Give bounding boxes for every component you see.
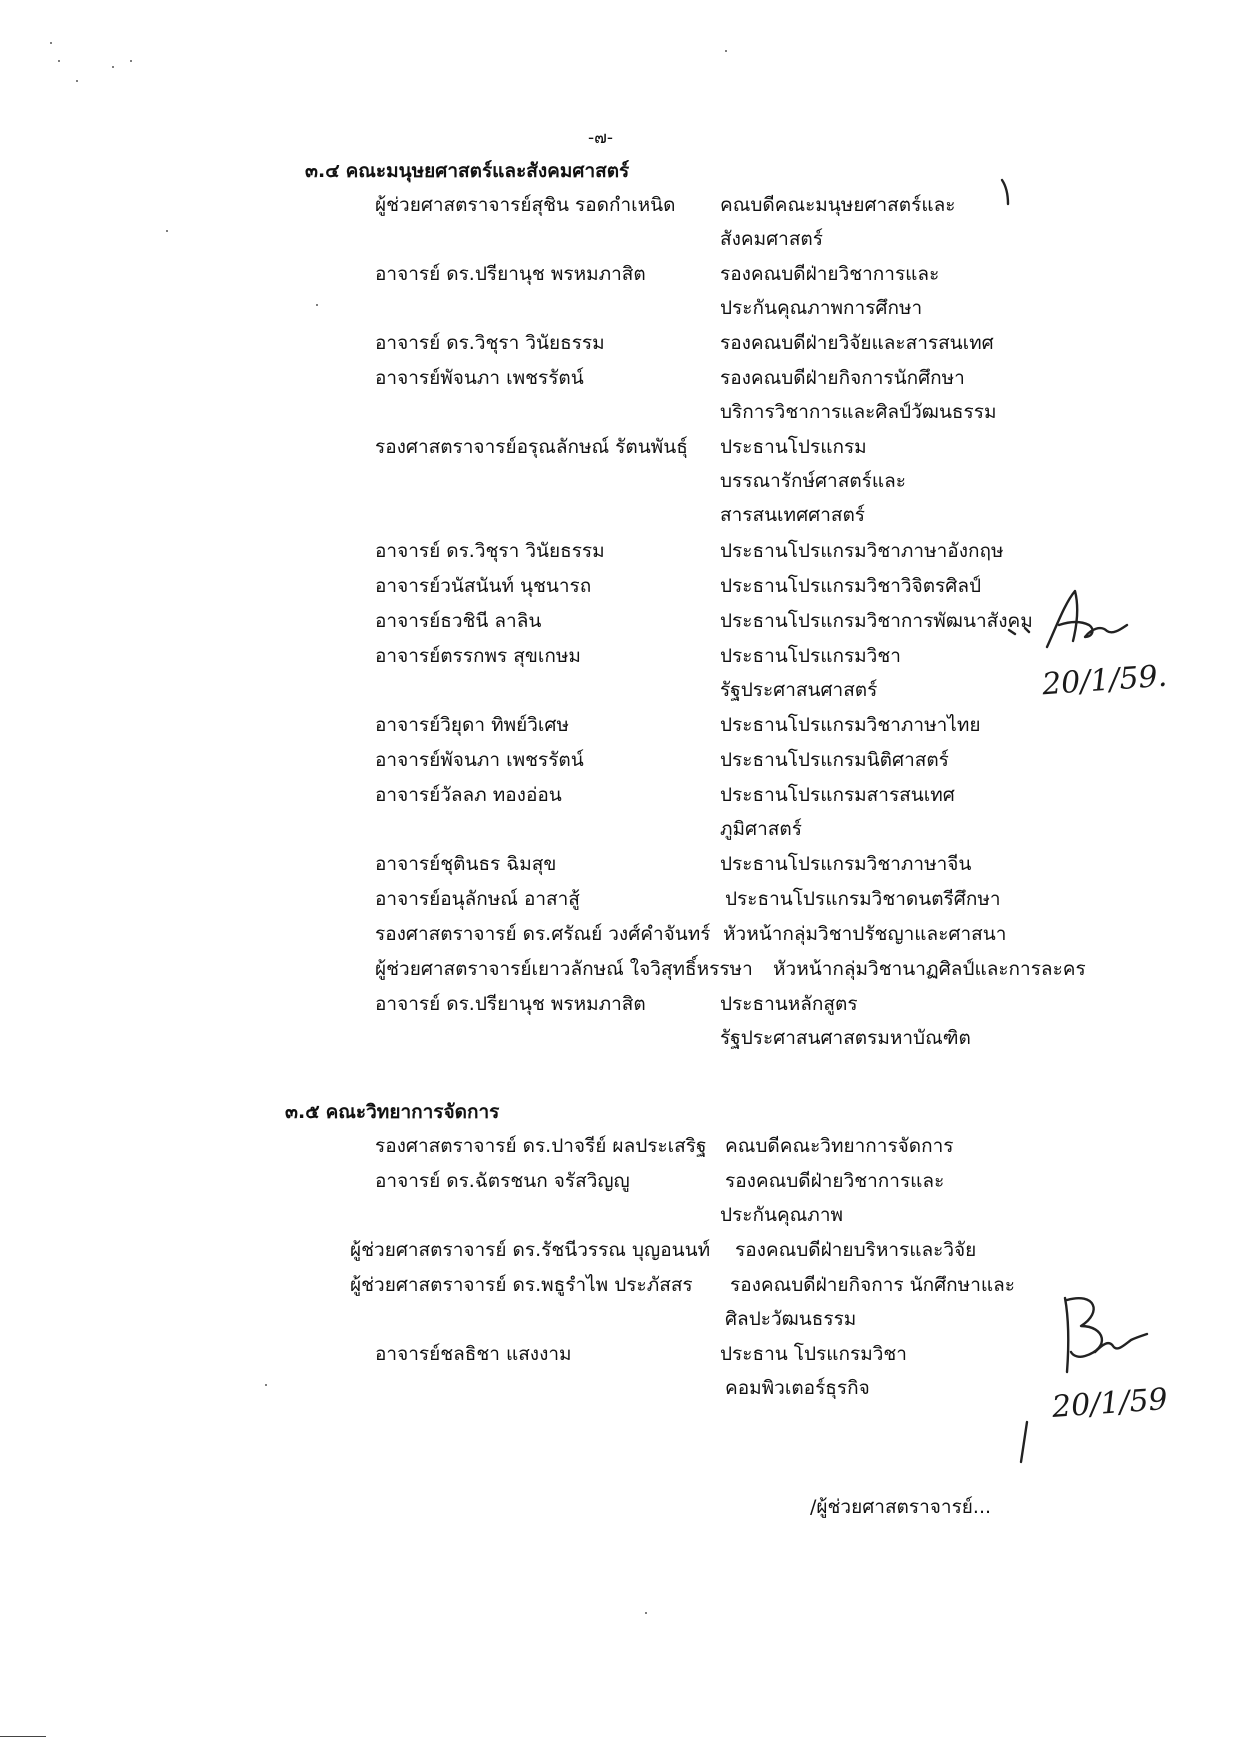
person-name: ผู้ช่วยศาสตราจารย์สุชิน รอดกำเหนิด (375, 194, 676, 216)
person-role: ประธานโปรแกรมวิชาดนตรีศึกษา (725, 888, 1001, 910)
scan-speck (112, 66, 114, 68)
person-name: รองศาสตราจารย์ ดร.ศรัณย์ วงศ์คำจันทร์ (375, 923, 711, 945)
person-role: ประธานโปรแกรมวิชาภาษาจีน (720, 853, 972, 875)
person-name: อาจารย์วิยุดา ทิพย์วิเศษ (375, 714, 569, 736)
person-role: รองคณบดีฝ่ายวิจัยและสารสนเทศ (720, 332, 994, 354)
person-role: ประธานโปรแกรมวิชา (720, 645, 901, 667)
person-role: ประธานโปรแกรมวิชาการพัฒนาสังคม (720, 610, 1033, 632)
person-name: รองศาสตราจารย์ ดร.ปาจรีย์ ผลประเสริฐ (375, 1135, 707, 1157)
scan-speck (76, 80, 78, 82)
person-role: รองคณบดีฝ่ายวิชาการและ (720, 263, 940, 285)
person-name: อาจารย์ชุตินธร ฉิมสุข (375, 853, 557, 875)
person-role: รัฐประศาสนศาสตร์ (720, 679, 878, 701)
section-title: คณะมนุษยศาสตร์และสังคมศาสตร์ (345, 160, 630, 182)
scan-speck (50, 42, 52, 44)
scan-speck (645, 1612, 647, 1614)
section-heading-3-4 (305, 156, 629, 186)
person-role: ประธานหลักสูตร (720, 993, 858, 1015)
handwritten-date: 20/1/59 (1050, 1382, 1169, 1425)
person-role: หัวหน้ากลุ่มวิชาปรัชญาและศาสนา (723, 923, 1007, 945)
pen-stroke (1015, 1418, 1035, 1468)
person-role: รองคณบดีฝ่ายกิจการนักศึกษา (720, 367, 965, 389)
person-role: ประธานโปรแกรมวิชาภาษาไทย (720, 714, 981, 736)
person-role: รองคณบดีฝ่ายบริหารและวิจัย (735, 1239, 977, 1261)
person-name: อาจารย์ ดร.วิชุรา วินัยธรรม (375, 540, 605, 562)
person-role: รองคณบดีฝ่ายกิจการ นักศึกษาและ (730, 1274, 1015, 1296)
person-role: หัวหน้ากลุ่มวิชานาฏศิลป์และการละคร (773, 958, 1086, 980)
person-name: รองศาสตราจารย์อรุณลักษณ์ รัตนพันธุ์ (375, 436, 688, 458)
scan-edge-line (0, 1736, 46, 1737)
person-role: ประธานโปรแกรม (720, 436, 867, 458)
pen-stroke (1005, 620, 1035, 640)
person-role: สังคมศาสตร์ (720, 228, 823, 250)
person-name: ผู้ช่วยศาสตราจารย์เยาวลักษณ์ ใจวิสุทธิ์หรรษา (375, 958, 753, 980)
person-name: อาจารย์ธวชินี ลาลิน (375, 610, 542, 632)
person-role: คอมพิวเตอร์ธุรกิจ (725, 1377, 870, 1399)
person-name: อาจารย์ชลธิชา แสงงาม (375, 1343, 572, 1365)
continuation-note: /ผู้ช่วยศาสตราจารย์... (810, 1496, 992, 1518)
person-role: บรรณารักษ์ศาสตร์และ (720, 470, 906, 492)
scan-speck (166, 230, 168, 232)
person-role: ประธานโปรแกรมวิชาวิจิตรศิลป์ (720, 575, 982, 597)
person-name: ผู้ช่วยศาสตราจารย์ ดร.รัชนีวรรณ บุญอนนท์ (350, 1239, 711, 1261)
signature-mark (1035, 585, 1145, 655)
person-name: อาจารย์พัจนภา เพชรรัตน์ (375, 749, 584, 771)
person-name: อาจารย์อนุลักษณ์ อาสาสู้ (375, 888, 580, 910)
scan-speck (725, 50, 727, 52)
person-name: อาจารย์พัจนภา เพชรรัตน์ (375, 367, 584, 389)
scan-speck (316, 304, 318, 306)
person-role: ภูมิศาสตร์ (720, 818, 802, 840)
person-role: ประธานโปรแกรมนิติศาสตร์ (720, 749, 949, 771)
person-role: สารสนเทศศาสตร์ (720, 504, 866, 526)
signature-mark (1055, 1290, 1165, 1380)
section-heading-3-5 (285, 1097, 499, 1127)
person-role: ประกันคุณภาพ (720, 1204, 844, 1226)
page-number: -๗- (588, 128, 614, 148)
person-role: ประกันคุณภาพการศึกษา (720, 297, 923, 319)
pen-stroke (998, 178, 1014, 208)
person-role: คณบดีคณะวิทยาการจัดการ (725, 1135, 954, 1157)
handwritten-date: 20/1/59. (1040, 658, 1169, 703)
person-name: ผู้ช่วยศาสตราจารย์ ดร.พธูรำไพ ประภัสสร (350, 1274, 693, 1296)
section-title: คณะวิทยาการจัดการ (325, 1101, 500, 1123)
person-role: ศิลปะวัฒนธรรม (725, 1308, 857, 1330)
person-role: บริการวิชาการและศิลป์วัฒนธรรม (720, 401, 997, 423)
person-name: อาจารย์วัลลภ ทองอ่อน (375, 784, 562, 806)
person-role: ประธานโปรแกรมสารสนเทศ (720, 784, 955, 806)
person-role: รองคณบดีฝ่ายวิชาการและ (725, 1170, 945, 1192)
section-number: ๓.๔ (305, 160, 340, 182)
person-name: อาจารย์ตรรกพร สุขเกษม (375, 645, 581, 667)
section-number: ๓.๕ (285, 1101, 320, 1123)
person-name: อาจารย์ ดร.ปรียานุช พรหมภาสิต (375, 263, 646, 285)
scan-speck (58, 60, 60, 62)
person-role: รัฐประศาสนศาสตรมหาบัณฑิต (720, 1027, 971, 1049)
person-name: อาจารย์วนัสนันท์ นุชนารถ (375, 575, 592, 597)
scan-speck (130, 60, 132, 62)
person-role: ประธาน โปรแกรมวิชา (720, 1343, 907, 1365)
person-role: ประธานโปรแกรมวิชาภาษาอังกฤษ (720, 540, 1004, 562)
person-name: อาจารย์ ดร.วิชุรา วินัยธรรม (375, 332, 605, 354)
person-name: อาจารย์ ดร.ปรียานุช พรหมภาสิต (375, 993, 646, 1015)
person-name: อาจารย์ ดร.ฉัตรชนก จรัสวิญญู (375, 1170, 630, 1192)
scan-speck (265, 1384, 267, 1386)
person-role: คณบดีคณะมนุษยศาสตร์และ (720, 194, 956, 216)
